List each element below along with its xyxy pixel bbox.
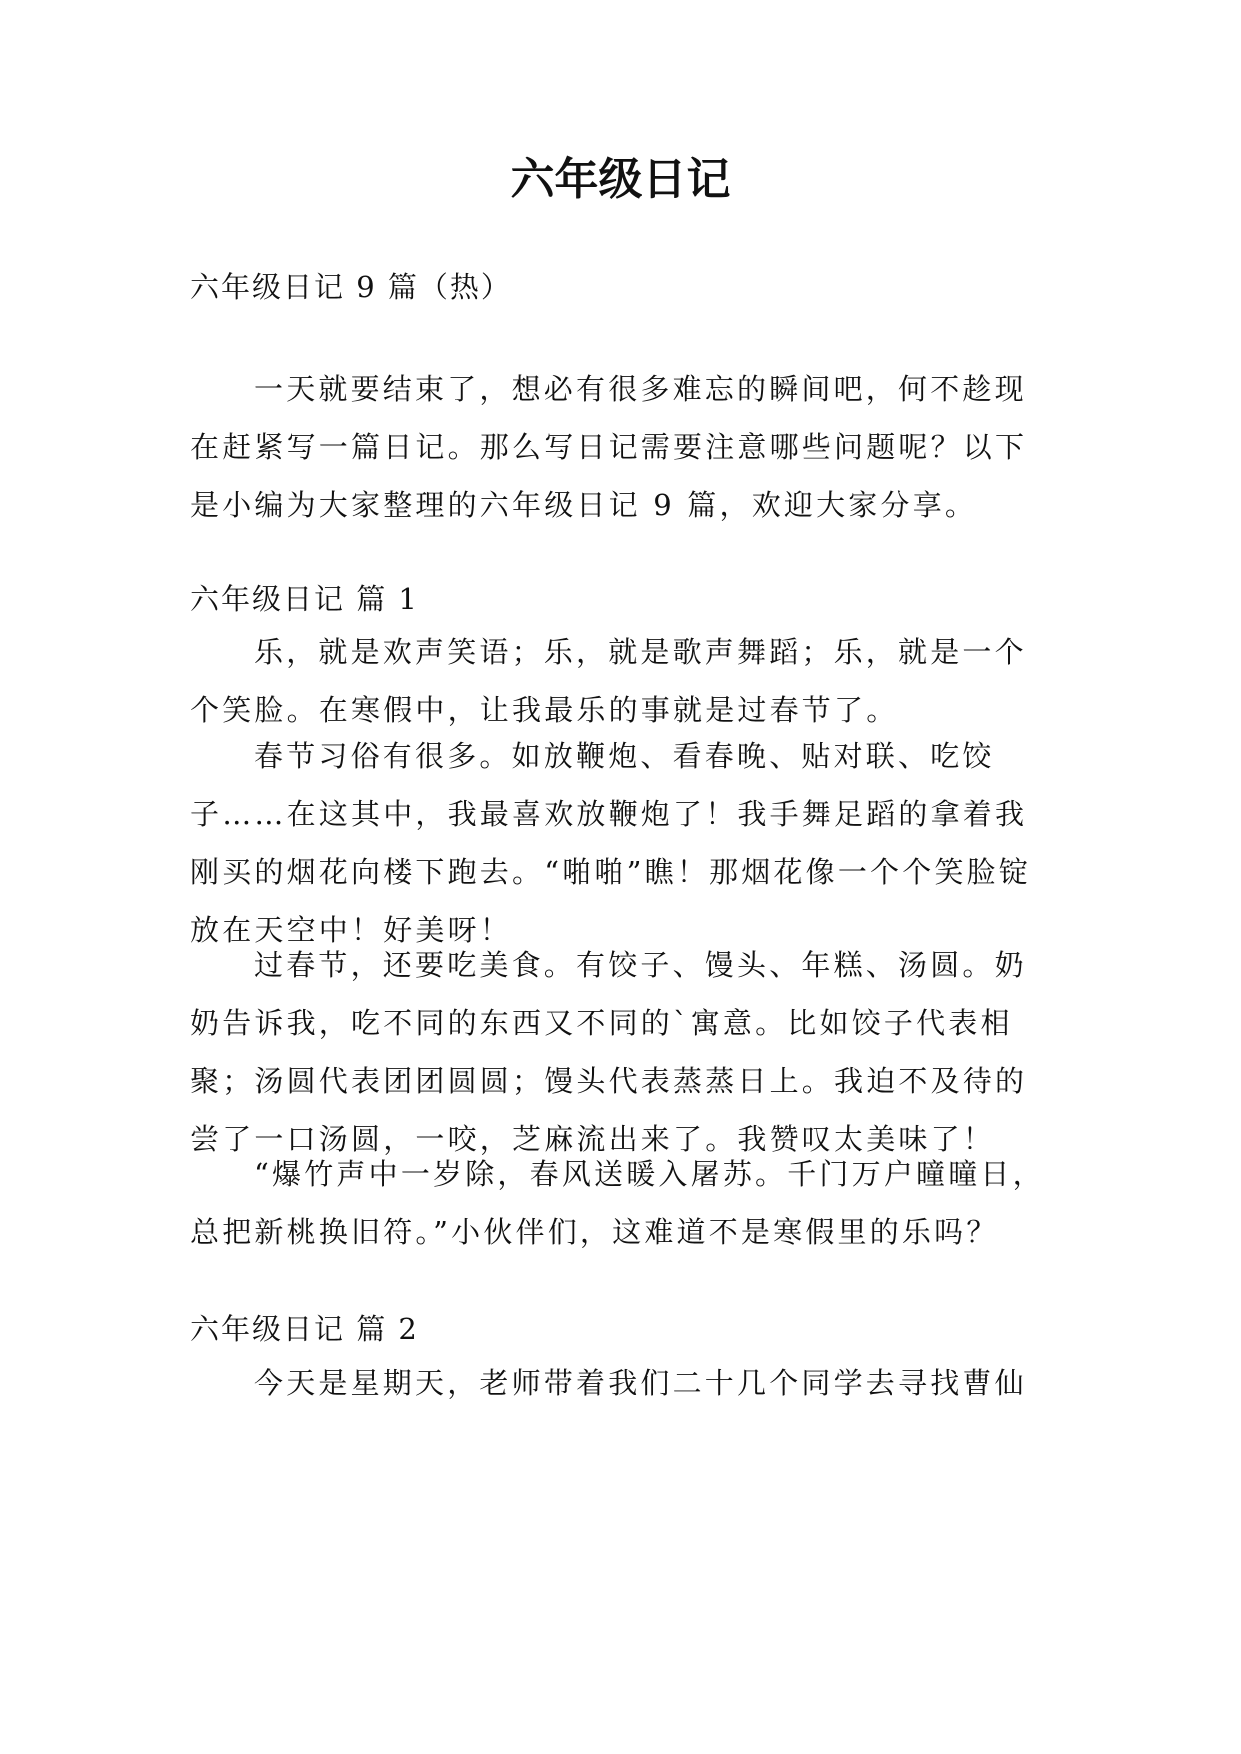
section-1-paragraph-2: 春节习俗有很多。如放鞭炮、看春晚、贴对联、吃饺子……在这其中，我最喜欢放鞭炮了！我手舞足蹈的拿着我刚买的烟花向楼下跑去。“啪啪”瞧！那烟花像一个个笑脸锭放在天空中！好美呀！ [190,739,1032,947]
document-title: 六年级日记 [510,154,731,205]
section-heading-1: 六年级日记 篇 1 [190,582,419,616]
document-subtitle: 六年级日记 9 篇（热） [190,270,512,304]
section-2-paragraph-1: 今天是星期天，老师带着我们二十几个同学去寻找曹仙 [254,1366,1027,1400]
section-1-paragraph-4: “爆竹声中一岁除，春风送暖入屠苏。千门万户曈曈日，总把新桃换旧符。”小伙伴们，这难道不是寒假里的乐吗？ [190,1157,1045,1249]
section-1-paragraph-3: 过春节，还要吃美食。有饺子、馒头、年糕、汤圆。奶奶告诉我，吃不同的东西又不同的`寓意。比如饺子代表相聚；汤圆代表团团圆圆；馒头代表蒸蒸日上。我迫不及待的尝了一口汤圆，一咬，芝麻流出来了。我赞叹太美味了！ [190,948,1028,1156]
section-heading-2: 六年级日记 篇 2 [190,1312,419,1346]
section-1-paragraph-1: 乐，就是欢声笑语；乐，就是歌声舞蹈；乐，就是一个个笑脸。在寒假中，让我最乐的事就是过春节了。 [190,635,1027,727]
intro-paragraph: 一天就要结束了，想必有很多难忘的瞬间吧，何不趁现在赶紧写一篇日记。那么写日记需要注意哪些问题呢？以下是小编为大家整理的六年级日记 9 篇，欢迎大家分享。 [190,372,1028,522]
